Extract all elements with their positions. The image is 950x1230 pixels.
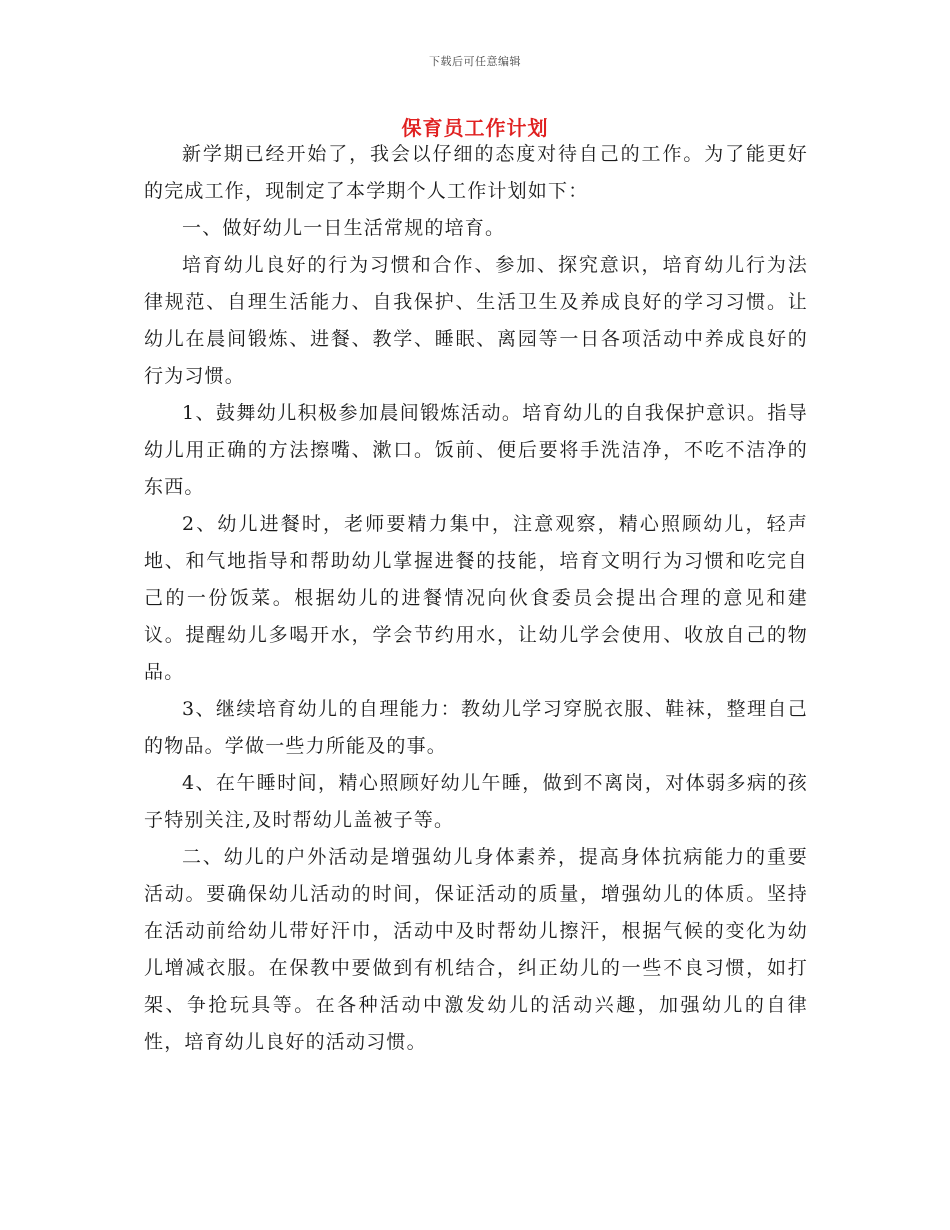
paragraph-intro: 新学期已经开始了，我会以仔细的态度对待自己的工作。为了能更好的完成工作，现制定了本学期个人工作计划如下： — [144, 143, 808, 202]
paragraph-item-3: 3、继续培育幼儿的自理能力：教幼儿学习穿脱衣服、鞋袜，整理自己的物品。学做一些力所能及的事。 — [144, 698, 808, 757]
paragraph-section-1-heading: 一、做好幼儿一日生活常规的培育。 — [182, 217, 506, 239]
header-note: 下载后可任意编辑 — [429, 55, 521, 68]
paragraph-item-2: 2、幼儿进餐时，老师要精力集中，注意观察，精心照顾幼儿，轻声地、和气地指导和帮助幼儿掌握进餐的技能，培育文明行为习惯和吃完自己的一份饭菜。根据幼儿的进餐情况向伙食委员会提出合理的意见和建议。提醒幼儿多喝开水，学会节约用水，让幼儿学会使用、收放自己的物品。 — [144, 513, 808, 683]
paragraph-item-4: 4、在午睡时间，精心照顾好幼儿午睡，做到不离岗，对体弱多病的孩子特别关注,及时帮幼儿盖被子等。 — [144, 772, 808, 831]
paragraph-section-2: 二、幼儿的户外活动是增强幼儿身体素养，提高身体抗病能力的重要活动。要确保幼儿活动的时间，保证活动的质量，增强幼儿的体质。坚持在活动前给幼儿带好汗巾，活动中及时帮幼儿擦汗，根据气候的变化为幼儿增减衣服。在保教中要做到有机结合，纠正幼儿的一些不良习惯，如打架、争抢玩具等。在各种活动中激发幼儿的活动兴趣，加强幼儿的自律性，培育幼儿良好的活动习惯。 — [144, 846, 808, 1053]
paragraph-item-1: 1、鼓舞幼儿积极参加晨间锻炼活动。培育幼儿的自我保护意识。指导幼儿用正确的方法擦嘴、漱口。饭前、便后要将手洗洁净，不吃不洁净的东西。 — [144, 402, 808, 498]
paragraph-section-1-body: 培育幼儿良好的行为习惯和合作、参加、探究意识，培育幼儿行为法律规范、自理生活能力、自我保护、生活卫生及养成良好的学习习惯。让幼儿在晨间锻炼、进餐、教学、睡眠、离园等一日各项活动中养成良好的行为习惯。 — [144, 254, 808, 387]
document-title: 保育员工作计划 — [401, 116, 549, 140]
document-body — [144, 136, 808, 1061]
